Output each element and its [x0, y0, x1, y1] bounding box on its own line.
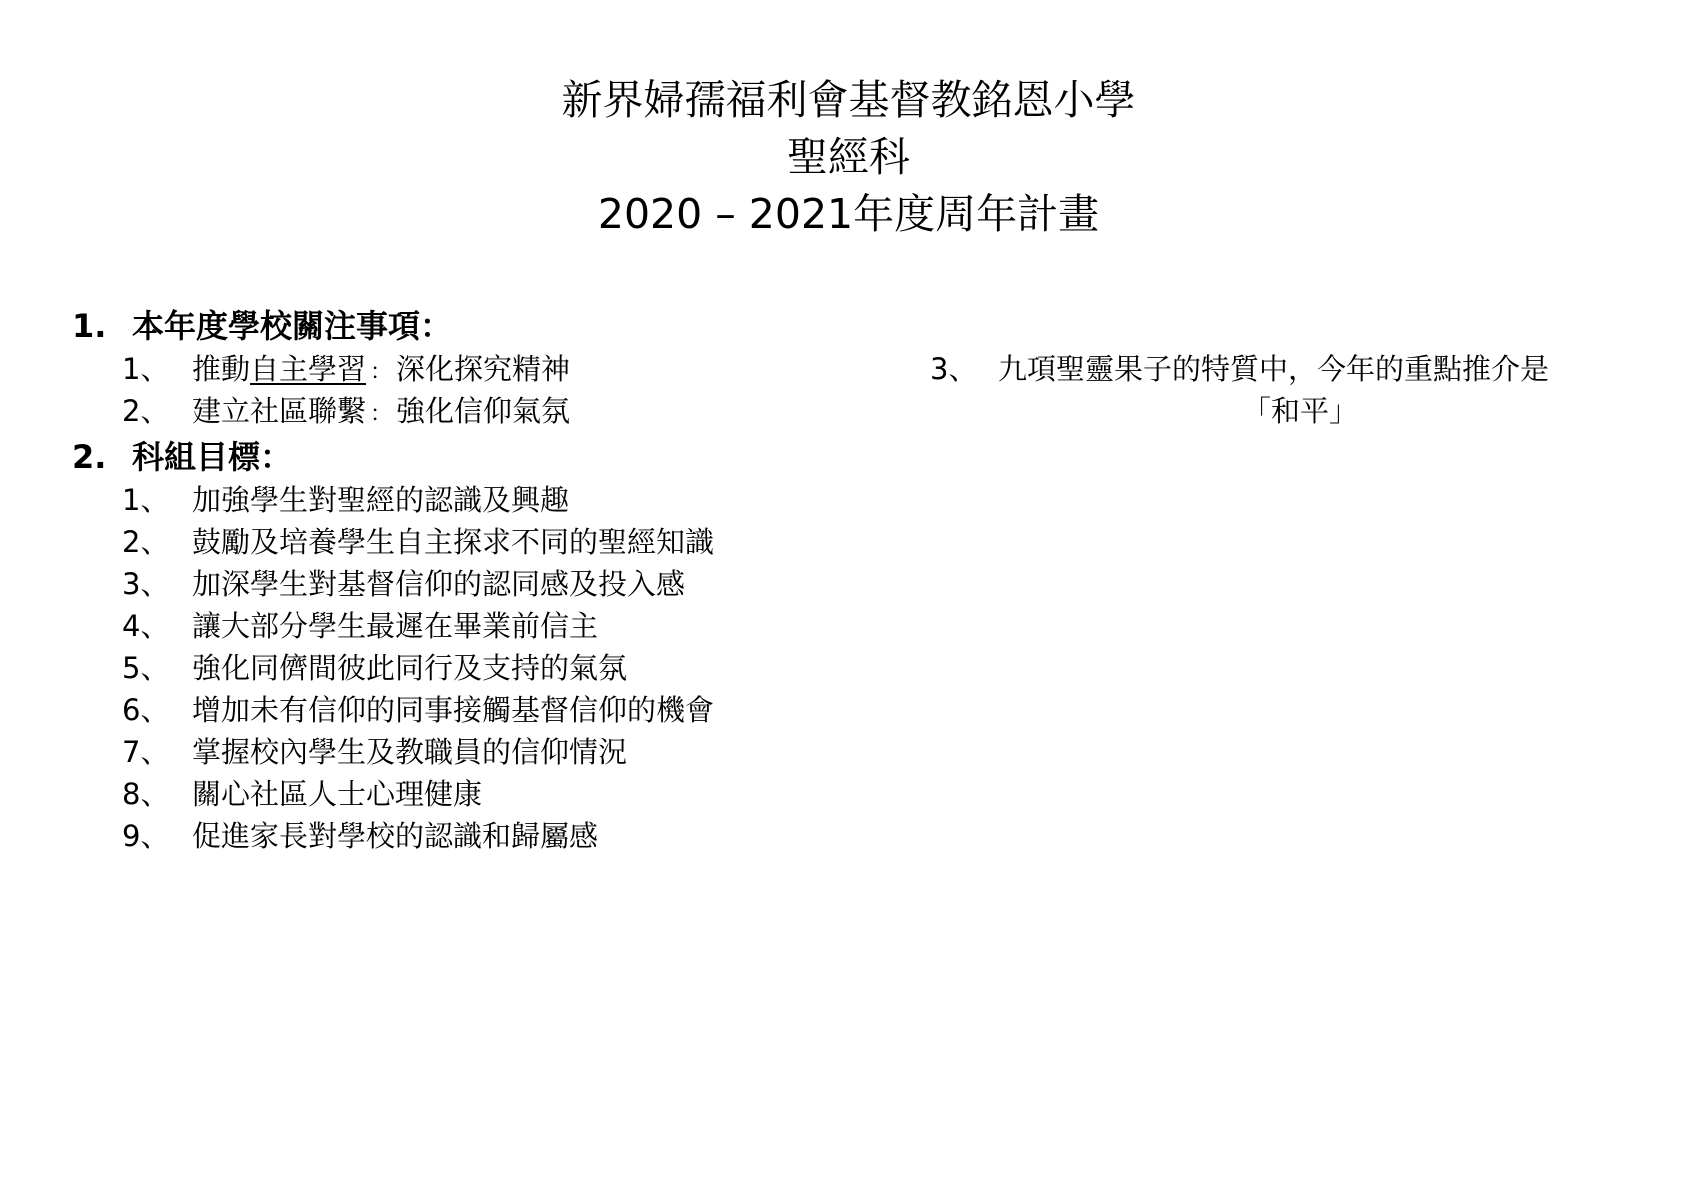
item-text: 關心社區人士心理健康	[192, 777, 483, 811]
document-title	[0, 72, 1697, 243]
list-item	[72, 731, 832, 773]
item-number: 2、	[122, 394, 170, 428]
focus-item-3-line1	[930, 348, 1650, 390]
item-prefix: 建立社區聯繫	[192, 394, 367, 428]
list-item	[72, 390, 832, 432]
item-suffix: 深化探究精神	[396, 352, 571, 386]
section-heading-goals	[72, 435, 832, 479]
section-school-focus	[72, 304, 832, 432]
subject-name: 聖經科	[787, 133, 910, 181]
list-item	[72, 815, 832, 857]
item-text: 掌握校內學生及教職員的信仰情況	[192, 735, 628, 769]
item-text: 讓大部分學生最遲在畢業前信主	[192, 609, 599, 643]
list-item	[72, 348, 832, 390]
item-text: 鼓勵及培養學生自主探求不同的聖經知識	[192, 525, 715, 559]
item-separator: ：	[370, 360, 393, 385]
item-suffix: 強化信仰氣氛	[396, 394, 571, 428]
item-number: 6、	[122, 693, 170, 727]
list-item	[72, 521, 832, 563]
item-text: 加深學生對基督信仰的認同感及投入感	[192, 567, 686, 601]
item-text: 促進家長對學校的認識和歸屬感	[192, 819, 599, 853]
section-number: 2.	[72, 438, 107, 476]
section-heading-focus	[72, 304, 832, 348]
item-number: 4、	[122, 609, 170, 643]
section-subject-goals	[72, 435, 832, 857]
list-item	[72, 773, 832, 815]
plan-title: 2020 – 2021年度周年計畫	[597, 190, 1100, 238]
item-number: 1、	[122, 352, 170, 386]
item-number: 8、	[122, 777, 170, 811]
list-item	[72, 689, 832, 731]
item-number: 3、	[122, 567, 170, 601]
school-name: 新界婦孺福利會基督教銘恩小學	[561, 76, 1136, 124]
section-heading-text: 本年度學校關注事項：	[132, 307, 453, 345]
list-item	[72, 479, 832, 521]
item-text: 增加未有信仰的同事接觸基督信仰的機會	[192, 693, 715, 727]
item-text: 強化同儕間彼此同行及支持的氣氛	[192, 651, 628, 685]
section-heading-text: 科組目標：	[132, 438, 293, 476]
list-item	[72, 647, 832, 689]
item-number: 3、	[930, 352, 978, 386]
item-prefix: 推動	[192, 352, 251, 386]
item-text: 加強學生對聖經的認識及興趣	[192, 483, 570, 517]
item-number: 5、	[122, 651, 170, 685]
focus-item-3	[930, 348, 1650, 432]
list-item	[72, 605, 832, 647]
item-number: 9、	[122, 819, 170, 853]
focus-item-3-line2: 「和平」	[1241, 394, 1358, 428]
section-number: 1.	[72, 307, 107, 345]
item-number: 1、	[122, 483, 170, 517]
item-number: 2、	[122, 525, 170, 559]
item-separator: ：	[370, 402, 393, 427]
list-item	[72, 563, 832, 605]
item-underlined-term: 自主學習	[250, 352, 367, 386]
item-text: 九項聖靈果子的特質中，今年的重點推介是	[998, 352, 1550, 386]
item-number: 7、	[122, 735, 170, 769]
